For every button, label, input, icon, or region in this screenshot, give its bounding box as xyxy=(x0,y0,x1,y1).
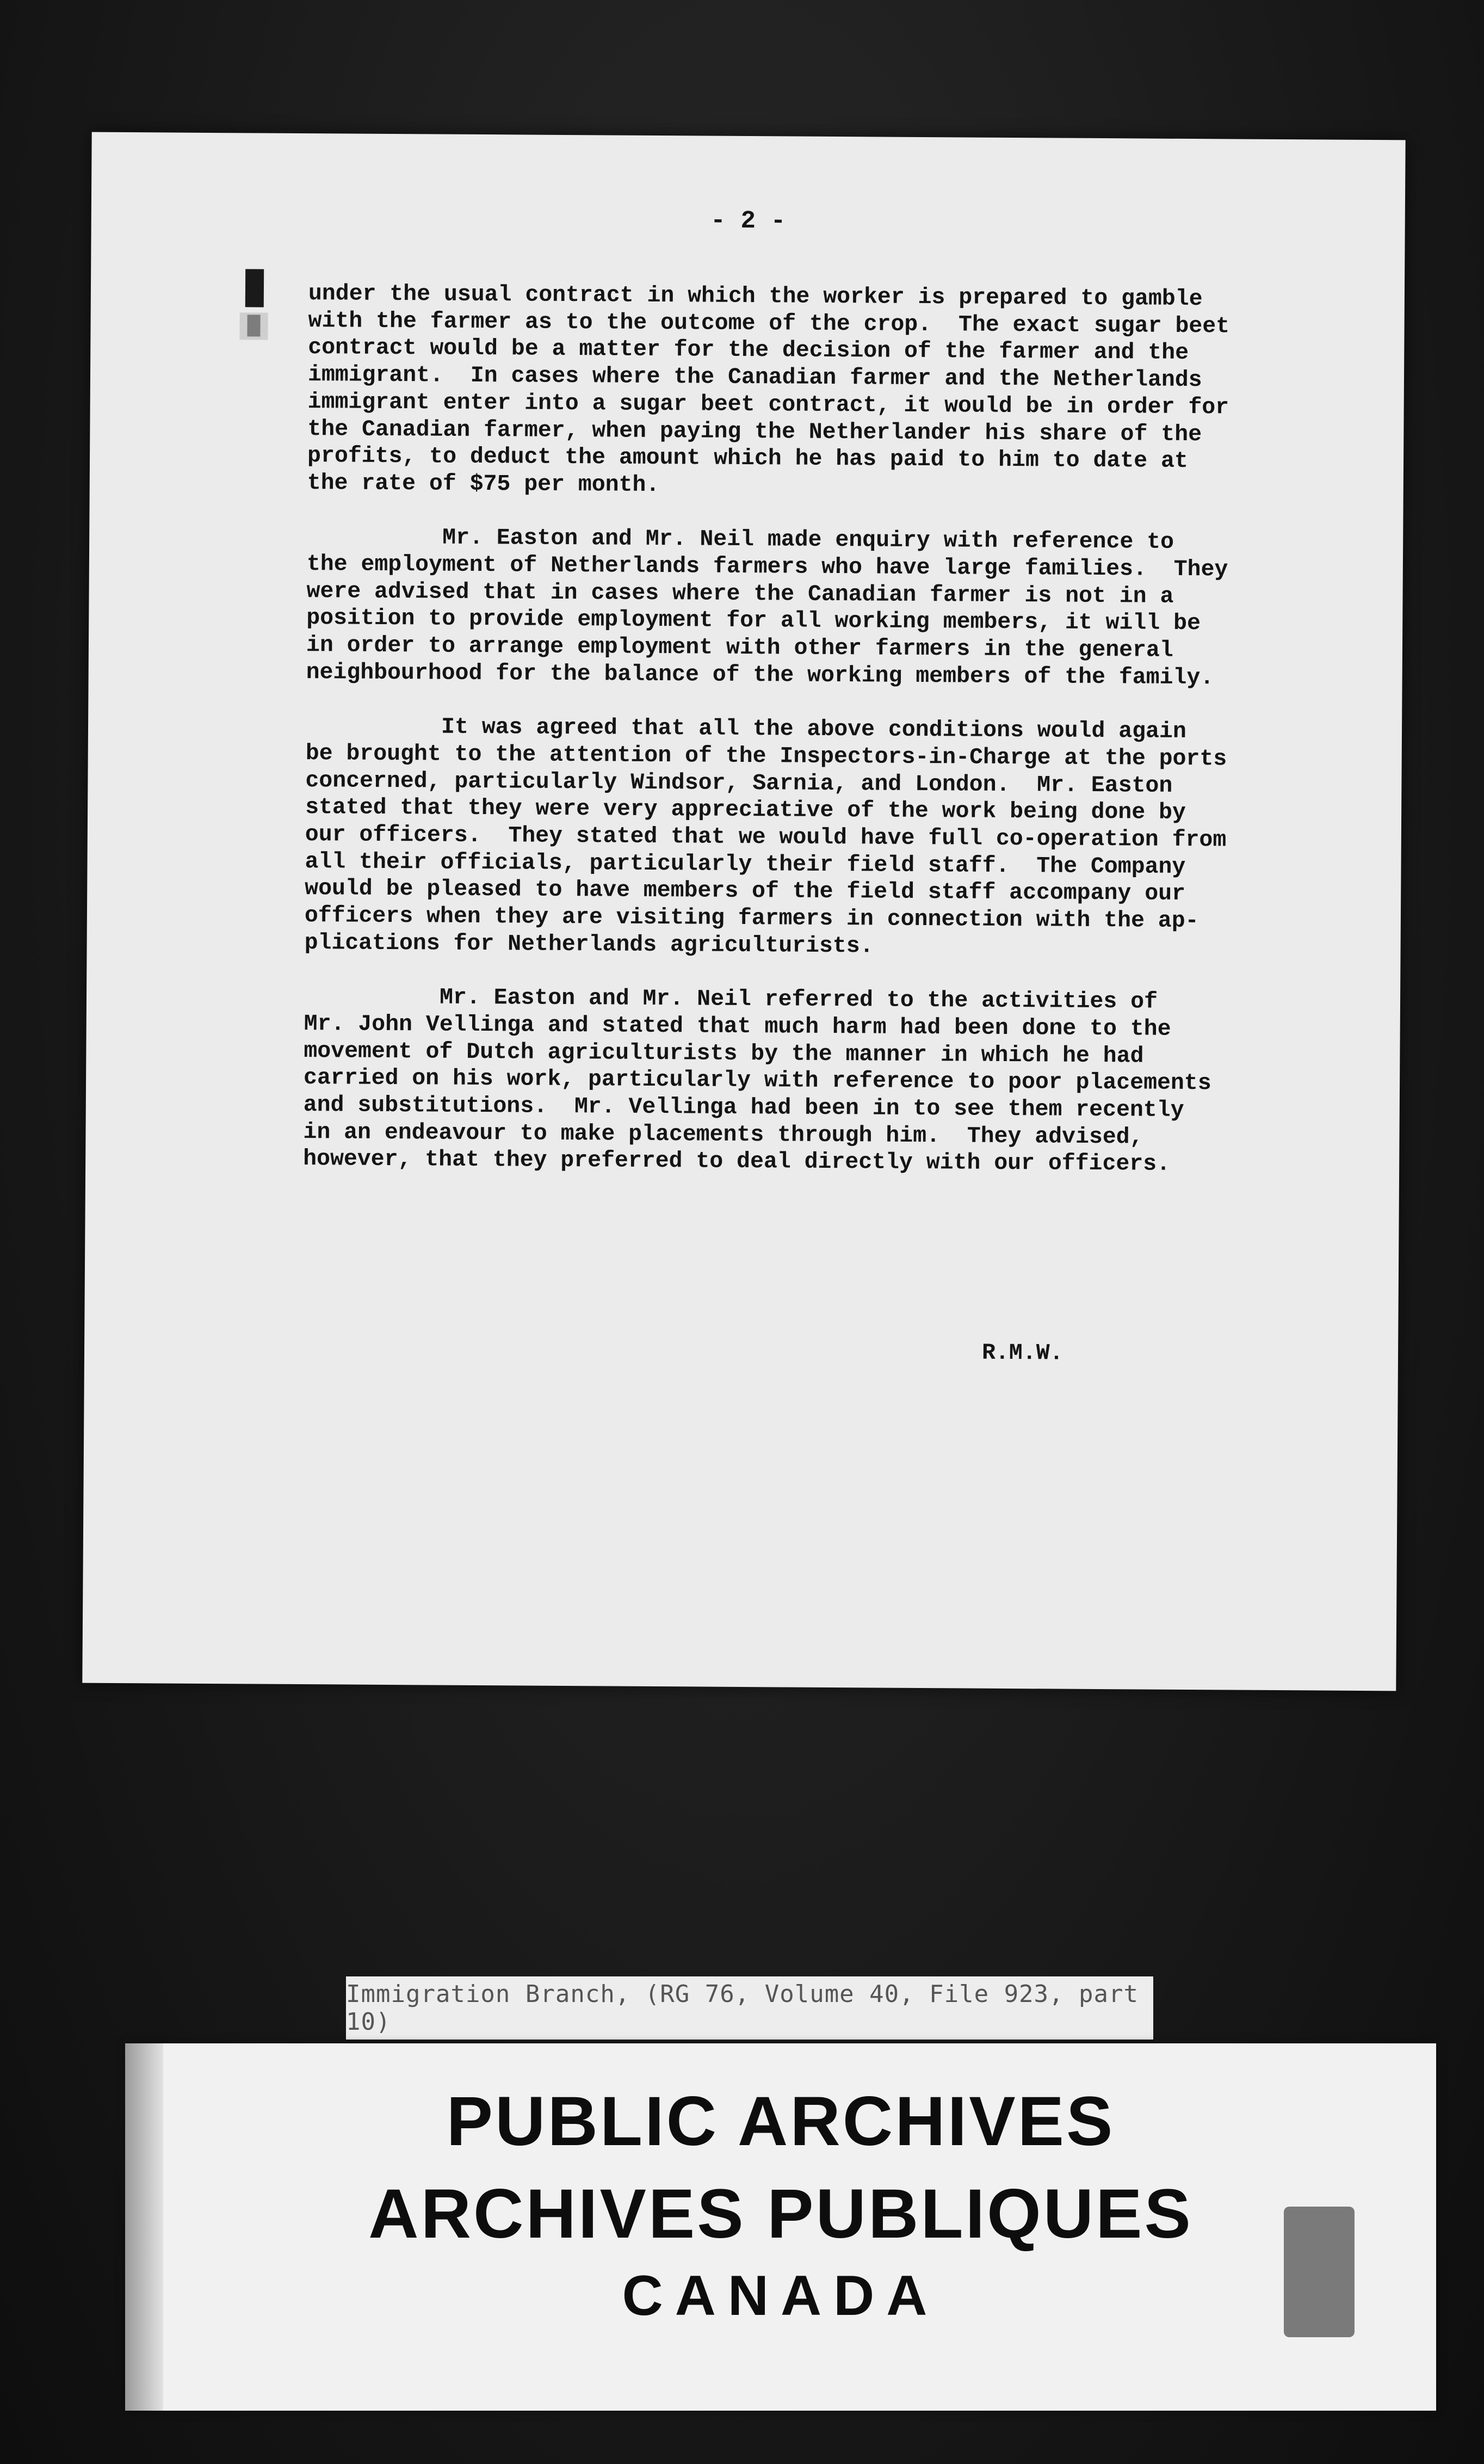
archive-reference-label: Immigration Branch, (RG 76, Volume 40, File 923, part 10) xyxy=(346,1976,1153,2040)
text-line: in order to arrange employment with other farmers in the general xyxy=(306,632,1173,663)
text-line: immigrant. In cases where the Canadian farmer and the Netherlands xyxy=(307,362,1202,393)
text-line: position to provide employment for all working members, it will be xyxy=(306,605,1201,637)
text-line: in an endeavour to make placements through him. They advised, xyxy=(303,1119,1143,1150)
document-page xyxy=(82,132,1405,1691)
text-line: our officers. They stated that we would have full co-operation from xyxy=(305,822,1227,853)
signature-initials: R.M.W. xyxy=(981,1340,1063,1366)
text-line: the Canadian farmer, when paying the Netherlander his share of the xyxy=(307,416,1202,447)
archive-stamp-card xyxy=(125,2043,1436,2411)
text-line: were advised that in cases where the Canadian farmer is not in a xyxy=(306,578,1174,609)
text-line: immigrant enter into a sugar beet contract, it would be in order for xyxy=(307,389,1229,421)
text-line: all their officials, particularly their field staff. The Company xyxy=(305,848,1186,880)
text-line: neighbourhood for the balance of the working members of the family. xyxy=(306,659,1214,691)
text-line: and substitutions. Mr. Vellinga had been in to see them recently xyxy=(303,1092,1184,1123)
text-line: stated that they were very appreciative of the work being done by xyxy=(305,794,1186,826)
text-line: It was agreed that all the above conditions would again xyxy=(305,713,1186,745)
memo-body xyxy=(303,280,1342,1206)
text-line: officers when they are visiting farmers in connection with the ap- xyxy=(304,903,1199,934)
stamp-canada: CANADA xyxy=(622,2264,939,2327)
text-line: Mr. John Vellinga and stated that much harm had been done to the xyxy=(304,1011,1171,1042)
paragraph-1 xyxy=(307,280,1342,503)
text-line: be brought to the attention of the Inspectors-in-Charge at the ports xyxy=(305,740,1227,772)
stamp-archives-publiques: ARCHIVES PUBLIQUES xyxy=(368,2175,1193,2253)
text-line: movement of Dutch agriculturists by the manner in which he had xyxy=(304,1038,1144,1069)
stamp-public-archives: PUBLIC ARCHIVES xyxy=(446,2083,1115,2160)
text-line: Mr. Easton and Mr. Neil made enquiry with reference to xyxy=(307,524,1174,556)
text-line: contract would be a matter for the decision of the farmer and the xyxy=(308,335,1189,366)
text-line: profits, to deduct the amount which he has paid to him to date at xyxy=(307,443,1188,475)
text-line: concerned, particularly Windsor, Sarnia, and London. Mr. Easton xyxy=(305,767,1173,799)
text-line: plications for Netherlands agriculturists. xyxy=(304,929,874,959)
text-line: with the farmer as to the outcome of the crop. The exact sugar beet xyxy=(308,307,1230,340)
paragraph-4 xyxy=(303,983,1338,1179)
text-line: carried on his work, particularly with reference to poor placements xyxy=(303,1065,1211,1097)
paragraph-3 xyxy=(304,713,1339,963)
text-line: however, that they preferred to deal directly with our officers. xyxy=(303,1146,1171,1178)
text-line: Mr. Easton and Mr. Neil referred to the activities of xyxy=(304,984,1158,1015)
text-line: would be pleased to have members of the field staff accompany our xyxy=(305,876,1186,907)
text-line: the employment of Netherlands farmers who have large families. They xyxy=(306,551,1228,583)
paragraph-2 xyxy=(306,523,1341,692)
text-line: under the usual contract in which the worker is prepared to gamble xyxy=(308,281,1203,312)
paper-clip-mark xyxy=(237,269,270,345)
text-line: the rate of $75 per month. xyxy=(307,470,660,498)
page-number: - 2 - xyxy=(710,206,786,236)
